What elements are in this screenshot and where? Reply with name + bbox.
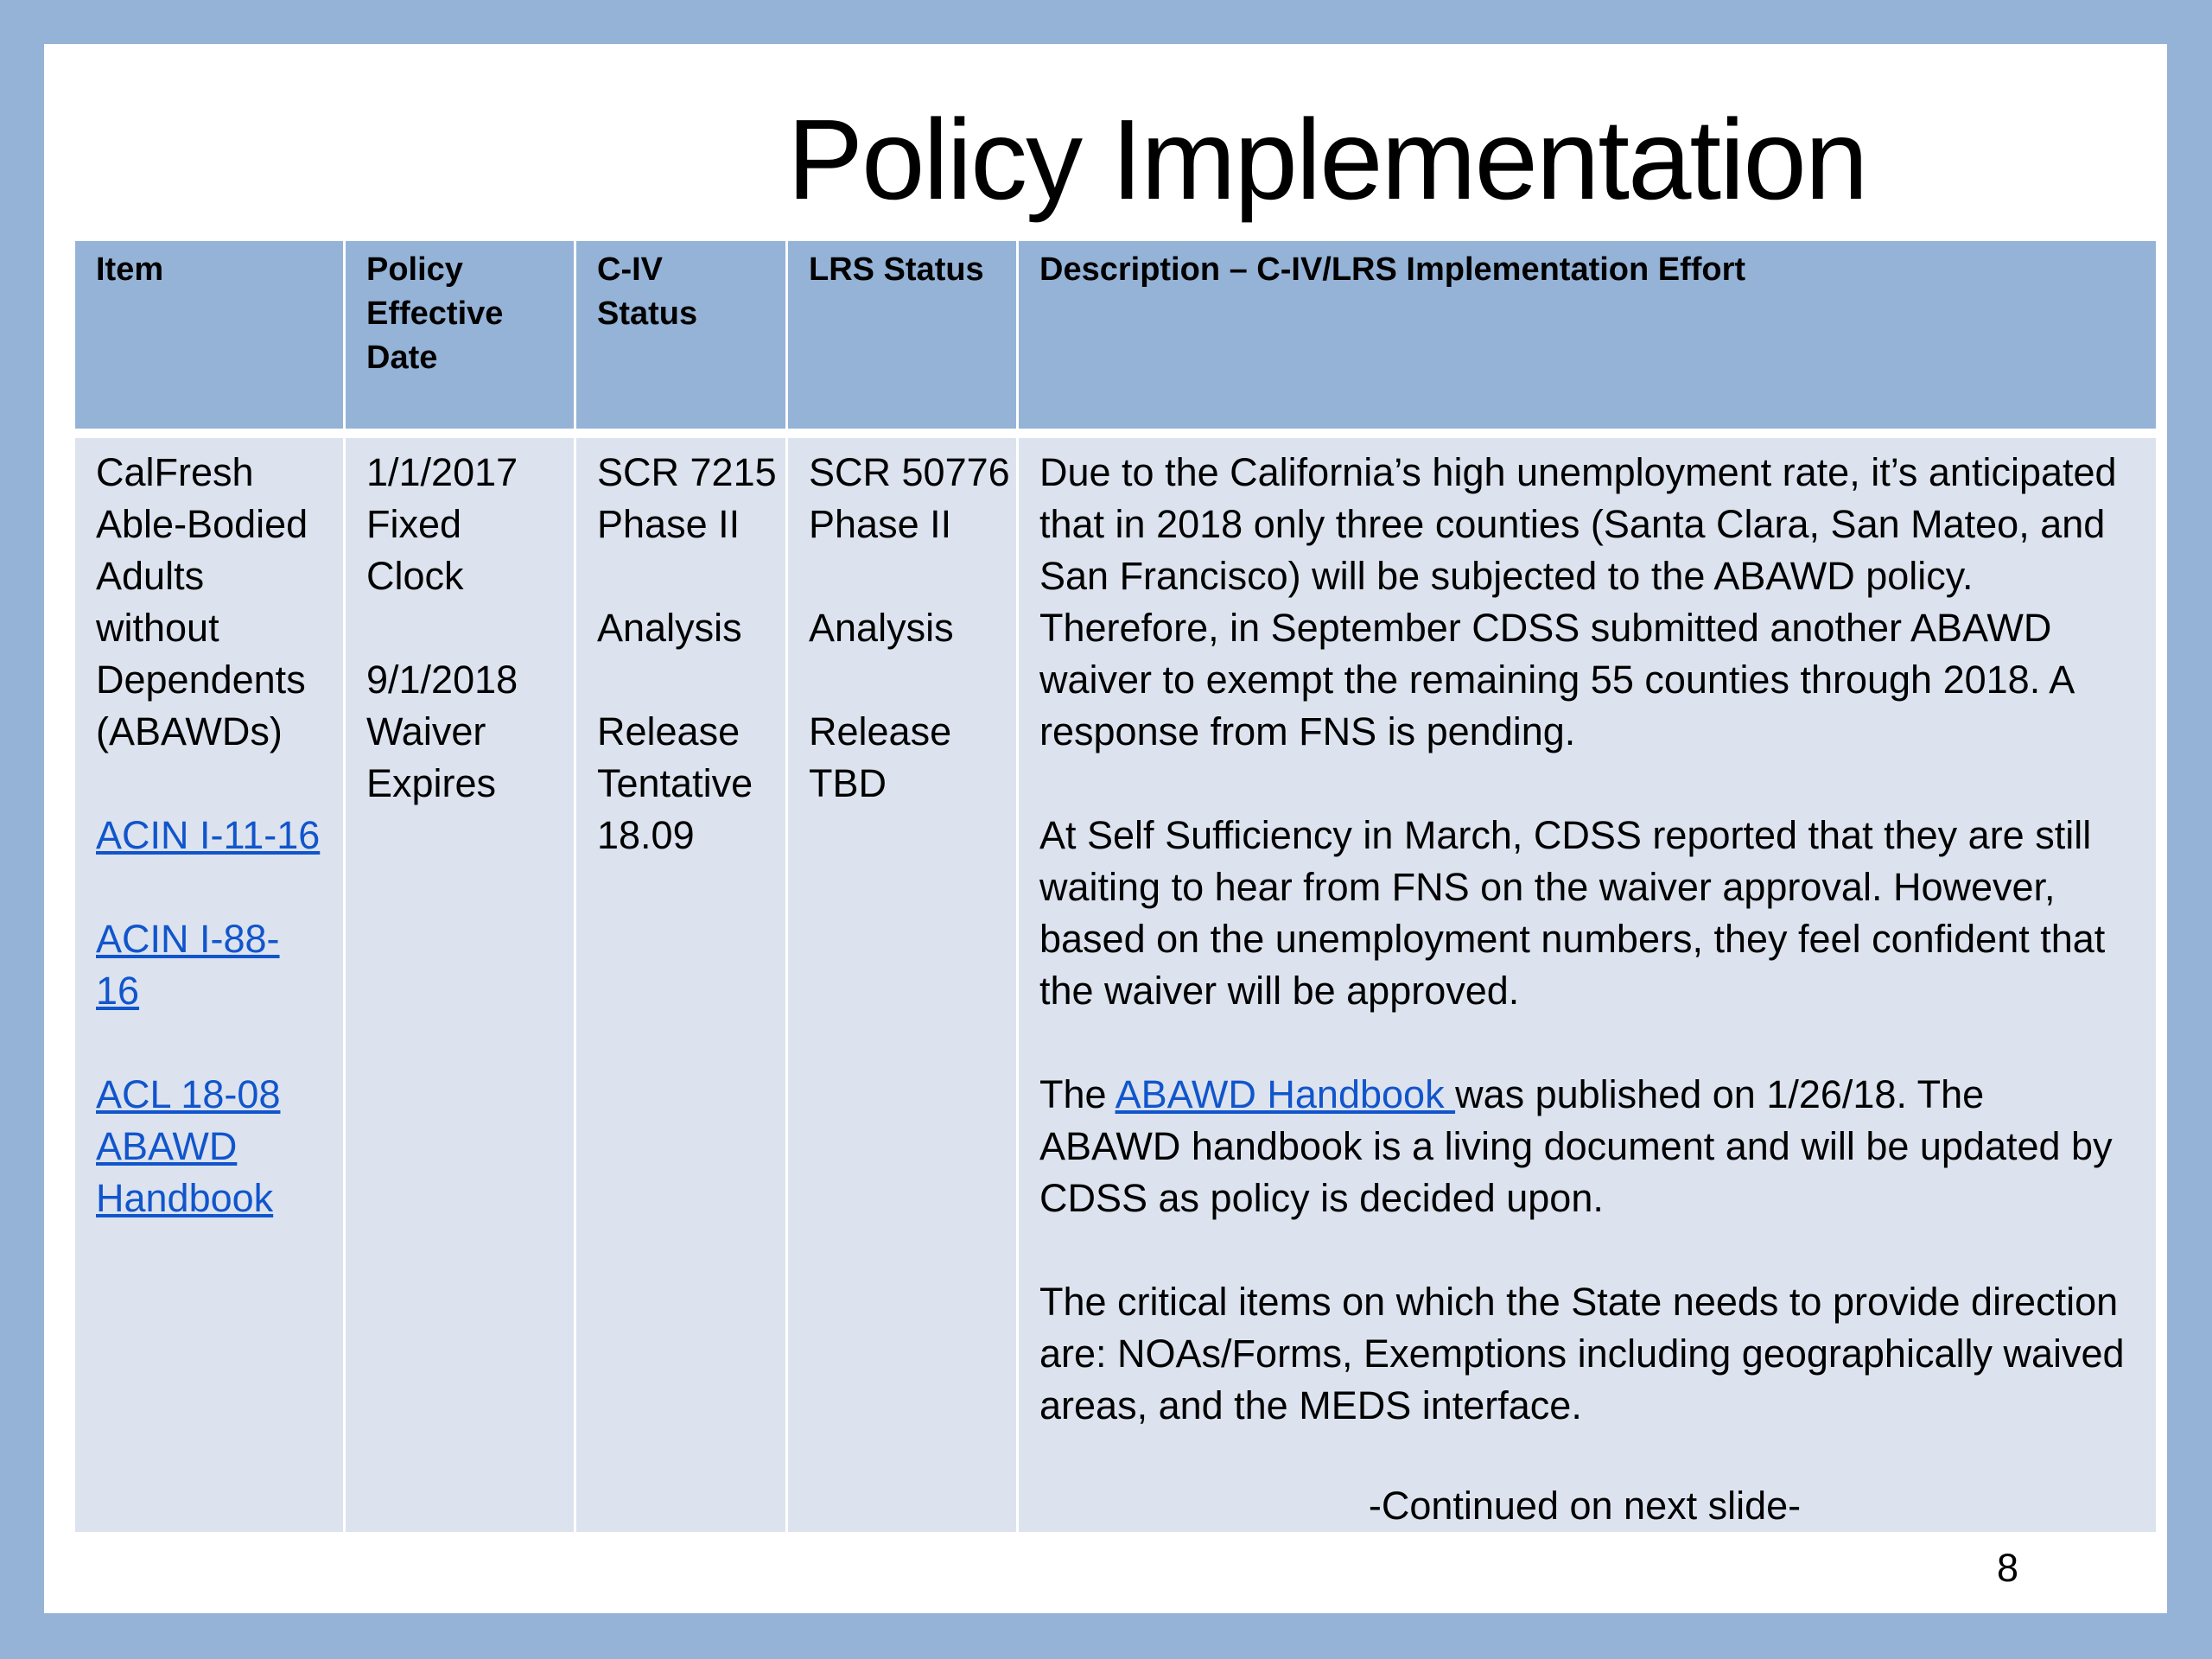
lrs-status-line: Phase II: [809, 502, 952, 546]
page-number: 8: [1997, 1546, 2019, 1590]
description-paragraph: [1039, 1069, 2130, 1224]
link-line[interactable]: ACL 18-08: [96, 1072, 281, 1116]
item-line: CalFresh: [96, 450, 254, 494]
header-item: [75, 241, 343, 429]
lrs-status-line: TBD: [809, 761, 887, 805]
lrs-status-line: SCR 50776: [809, 450, 1010, 494]
link-line[interactable]: ACIN I-88-: [96, 917, 280, 961]
lrs-status-line: Release: [809, 709, 952, 753]
header-date-line: Effective: [366, 296, 504, 332]
item-line: Able-Bodied: [96, 502, 308, 546]
header-civ-status: [576, 241, 785, 429]
link-line[interactable]: ACIN I-11-16: [96, 813, 321, 857]
cell-civ-status: [576, 438, 785, 1532]
header-description-line: Description – C-IV/LRS Implementation Effort: [1039, 251, 1746, 288]
civ-status-line: Tentative: [597, 761, 753, 805]
description-paragraph: Due to the California’s high unemployment rate, it’s anticipated that in 2018 only three counties (Santa Clara, San Mateo, and San Francisco) will be subjected to the ABAWD policy. Therefore, in September CDSS submitted another ABAWD waiver to exempt the remaining 55 counties through 2018. A response from FNS is pending.: [1039, 450, 2117, 753]
civ-status-line: SCR 7215: [597, 450, 777, 494]
date-line: Expires: [366, 761, 497, 805]
lrs-status-line: Analysis: [809, 606, 954, 650]
policy-table: [75, 241, 2156, 1532]
link-line[interactable]: 16: [96, 969, 140, 1013]
date-line: Waiver: [366, 709, 486, 753]
header-civ-line: C-IV: [597, 251, 663, 288]
page-title: Policy Implementation: [787, 96, 1867, 223]
link-line[interactable]: ABAWD: [96, 1124, 238, 1168]
continued-note: -Continued on next slide-: [1368, 1484, 1802, 1528]
cell-item: [75, 438, 343, 1532]
acin-i-11-16-link[interactable]: [96, 810, 334, 861]
slide: [44, 44, 2167, 1613]
header-date-line: Policy: [366, 251, 463, 288]
header-lrs-line: LRS Status: [809, 251, 984, 288]
date-line: 1/1/2017: [366, 450, 518, 494]
description-text: The: [1039, 1072, 1116, 1116]
item-line: (ABAWDs): [96, 709, 283, 753]
abawd-handbook-link[interactable]: ABAWD Handbook: [1115, 1072, 1456, 1116]
description-paragraph: The critical items on which the State needs to provide direction are: NOAs/Forms, Exemptions including geographically waived areas, and the MEDS interface.: [1039, 1280, 2125, 1427]
header-item-line: Item: [96, 251, 164, 288]
cell-lrs-status: [788, 438, 1016, 1532]
date-line: Fixed: [366, 502, 462, 546]
item-line: without: [96, 606, 219, 650]
cell-policy-effective-date: [346, 438, 574, 1532]
civ-status-line: 18.09: [597, 813, 695, 857]
date-line: 9/1/2018: [366, 658, 518, 702]
acin-i-88-16-link[interactable]: [96, 913, 334, 1017]
item-line: Adults: [96, 554, 205, 598]
header-lrs-status: [788, 241, 1016, 429]
civ-status-line: Release: [597, 709, 741, 753]
acl-18-08-abawd-handbook-link[interactable]: [96, 1069, 334, 1224]
table-header-row: [75, 241, 2156, 429]
civ-status-line: Phase II: [597, 502, 741, 546]
table-row: [75, 438, 2156, 1532]
header-description: [1019, 241, 2156, 429]
date-line: Clock: [366, 554, 464, 598]
header-civ-line: Status: [597, 296, 698, 332]
description-paragraph: At Self Sufficiency in March, CDSS reported that they are still waiting to hear from FNS on the waiver approval. However, based on the unemployment numbers, they feel confident that the waiver will be approved.: [1039, 813, 2106, 1013]
civ-status-line: Analysis: [597, 606, 742, 650]
item-line: Dependents: [96, 658, 306, 702]
link-line[interactable]: Handbook: [96, 1176, 274, 1220]
header-date-line: Date: [366, 340, 438, 376]
header-policy-effective-date: [346, 241, 574, 429]
description-text: was published on 1/26/18. The ABAWD handbook is a living document and will be updated by CDSS as policy is decided upon.: [1039, 1072, 2113, 1220]
cell-description: [1019, 438, 2156, 1532]
